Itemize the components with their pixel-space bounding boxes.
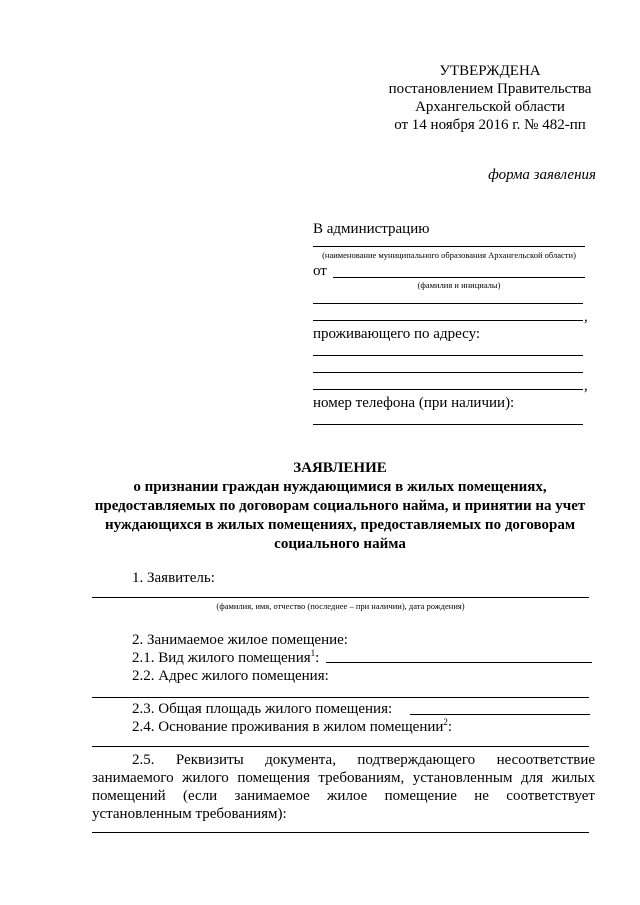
footnote-1-mark: 1 — [310, 648, 316, 658]
title-line-2: предоставляемых по договорам социального найма, и принятии на учет — [94, 498, 586, 514]
to-administration-label: В администрацию — [313, 221, 430, 237]
dwelling-address-label: 2.2. Адрес жилого помещения: — [132, 668, 329, 684]
address-line-1[interactable] — [313, 355, 583, 356]
applicant-caption: (фамилия, имя, отчество (последнее – при наличии), дата рождения) — [216, 601, 465, 611]
dwelling-type-text: 2.1. Вид жилого помещения — [132, 650, 311, 666]
approved-line-1: постановлением Правительства — [388, 81, 592, 97]
address-line-3[interactable] — [313, 389, 583, 390]
comma-2: , — [584, 378, 588, 394]
address-line-2[interactable] — [313, 372, 583, 373]
name-caption: (фамилия и инициалы) — [417, 280, 501, 290]
dwelling-type-label — [132, 649, 319, 667]
name-line[interactable] — [333, 277, 585, 278]
area-label: 2.3. Общая площадь жилого помещения: — [132, 701, 393, 717]
requisites-text: Реквизиты документа, подтверждающего несоответствие занимаемого жилого помещения требованиям, установленным для жилых помещений (если занимаемое жилое помещение не соответствует установленным требованиям): — [92, 752, 596, 822]
name-line-3[interactable] — [313, 320, 583, 321]
basis-colon: : — [447, 719, 453, 735]
name-line-2[interactable] — [313, 303, 583, 304]
basis-line[interactable] — [92, 746, 589, 747]
document-title: ЗАЯВЛЕНИЕ — [293, 460, 387, 476]
applicant-label: 1. Заявитель: — [132, 570, 215, 586]
dwelling-type-colon: : — [315, 650, 320, 666]
comma-1: , — [584, 309, 588, 325]
requisites-paragraph — [92, 751, 595, 823]
requisites-number: 2.5. — [132, 752, 155, 768]
phone-line[interactable] — [313, 424, 583, 425]
approved-line-2: Архангельской области — [415, 99, 565, 115]
municipality-line[interactable] — [313, 246, 585, 247]
title-line-1: о признании граждан нуждающимися в жилых помещениях, — [133, 479, 547, 495]
basis-text: 2.4. Основание проживания в жилом помещении — [132, 719, 444, 735]
applicant-line[interactable] — [92, 597, 589, 598]
title-line-4: социального найма — [274, 536, 406, 552]
dwelling-type-line[interactable] — [326, 662, 592, 663]
municipality-caption: (наименование муниципального образования Архангельской области) — [322, 250, 576, 260]
from-label: от — [313, 263, 327, 279]
residing-label: проживающего по адресу: — [313, 326, 481, 342]
phone-label: номер телефона (при наличии): — [313, 395, 515, 411]
basis-label — [132, 718, 452, 736]
requisites-line[interactable] — [92, 832, 589, 833]
approved-line-3: от 14 ноября 2016 г. № 482-пп — [394, 117, 586, 133]
title-line-3: нуждающихся в жилых помещениях, предоставляемых по договорам — [104, 517, 576, 533]
footnote-2-mark: 2 — [443, 717, 448, 727]
dwelling-address-line[interactable] — [92, 697, 589, 698]
approved-heading: УТВЕРЖДЕНА — [439, 63, 541, 79]
area-line[interactable] — [410, 714, 590, 715]
form-label: форма заявления — [488, 167, 596, 183]
dwelling-label: 2. Занимаемое жилое помещение: — [132, 632, 348, 648]
